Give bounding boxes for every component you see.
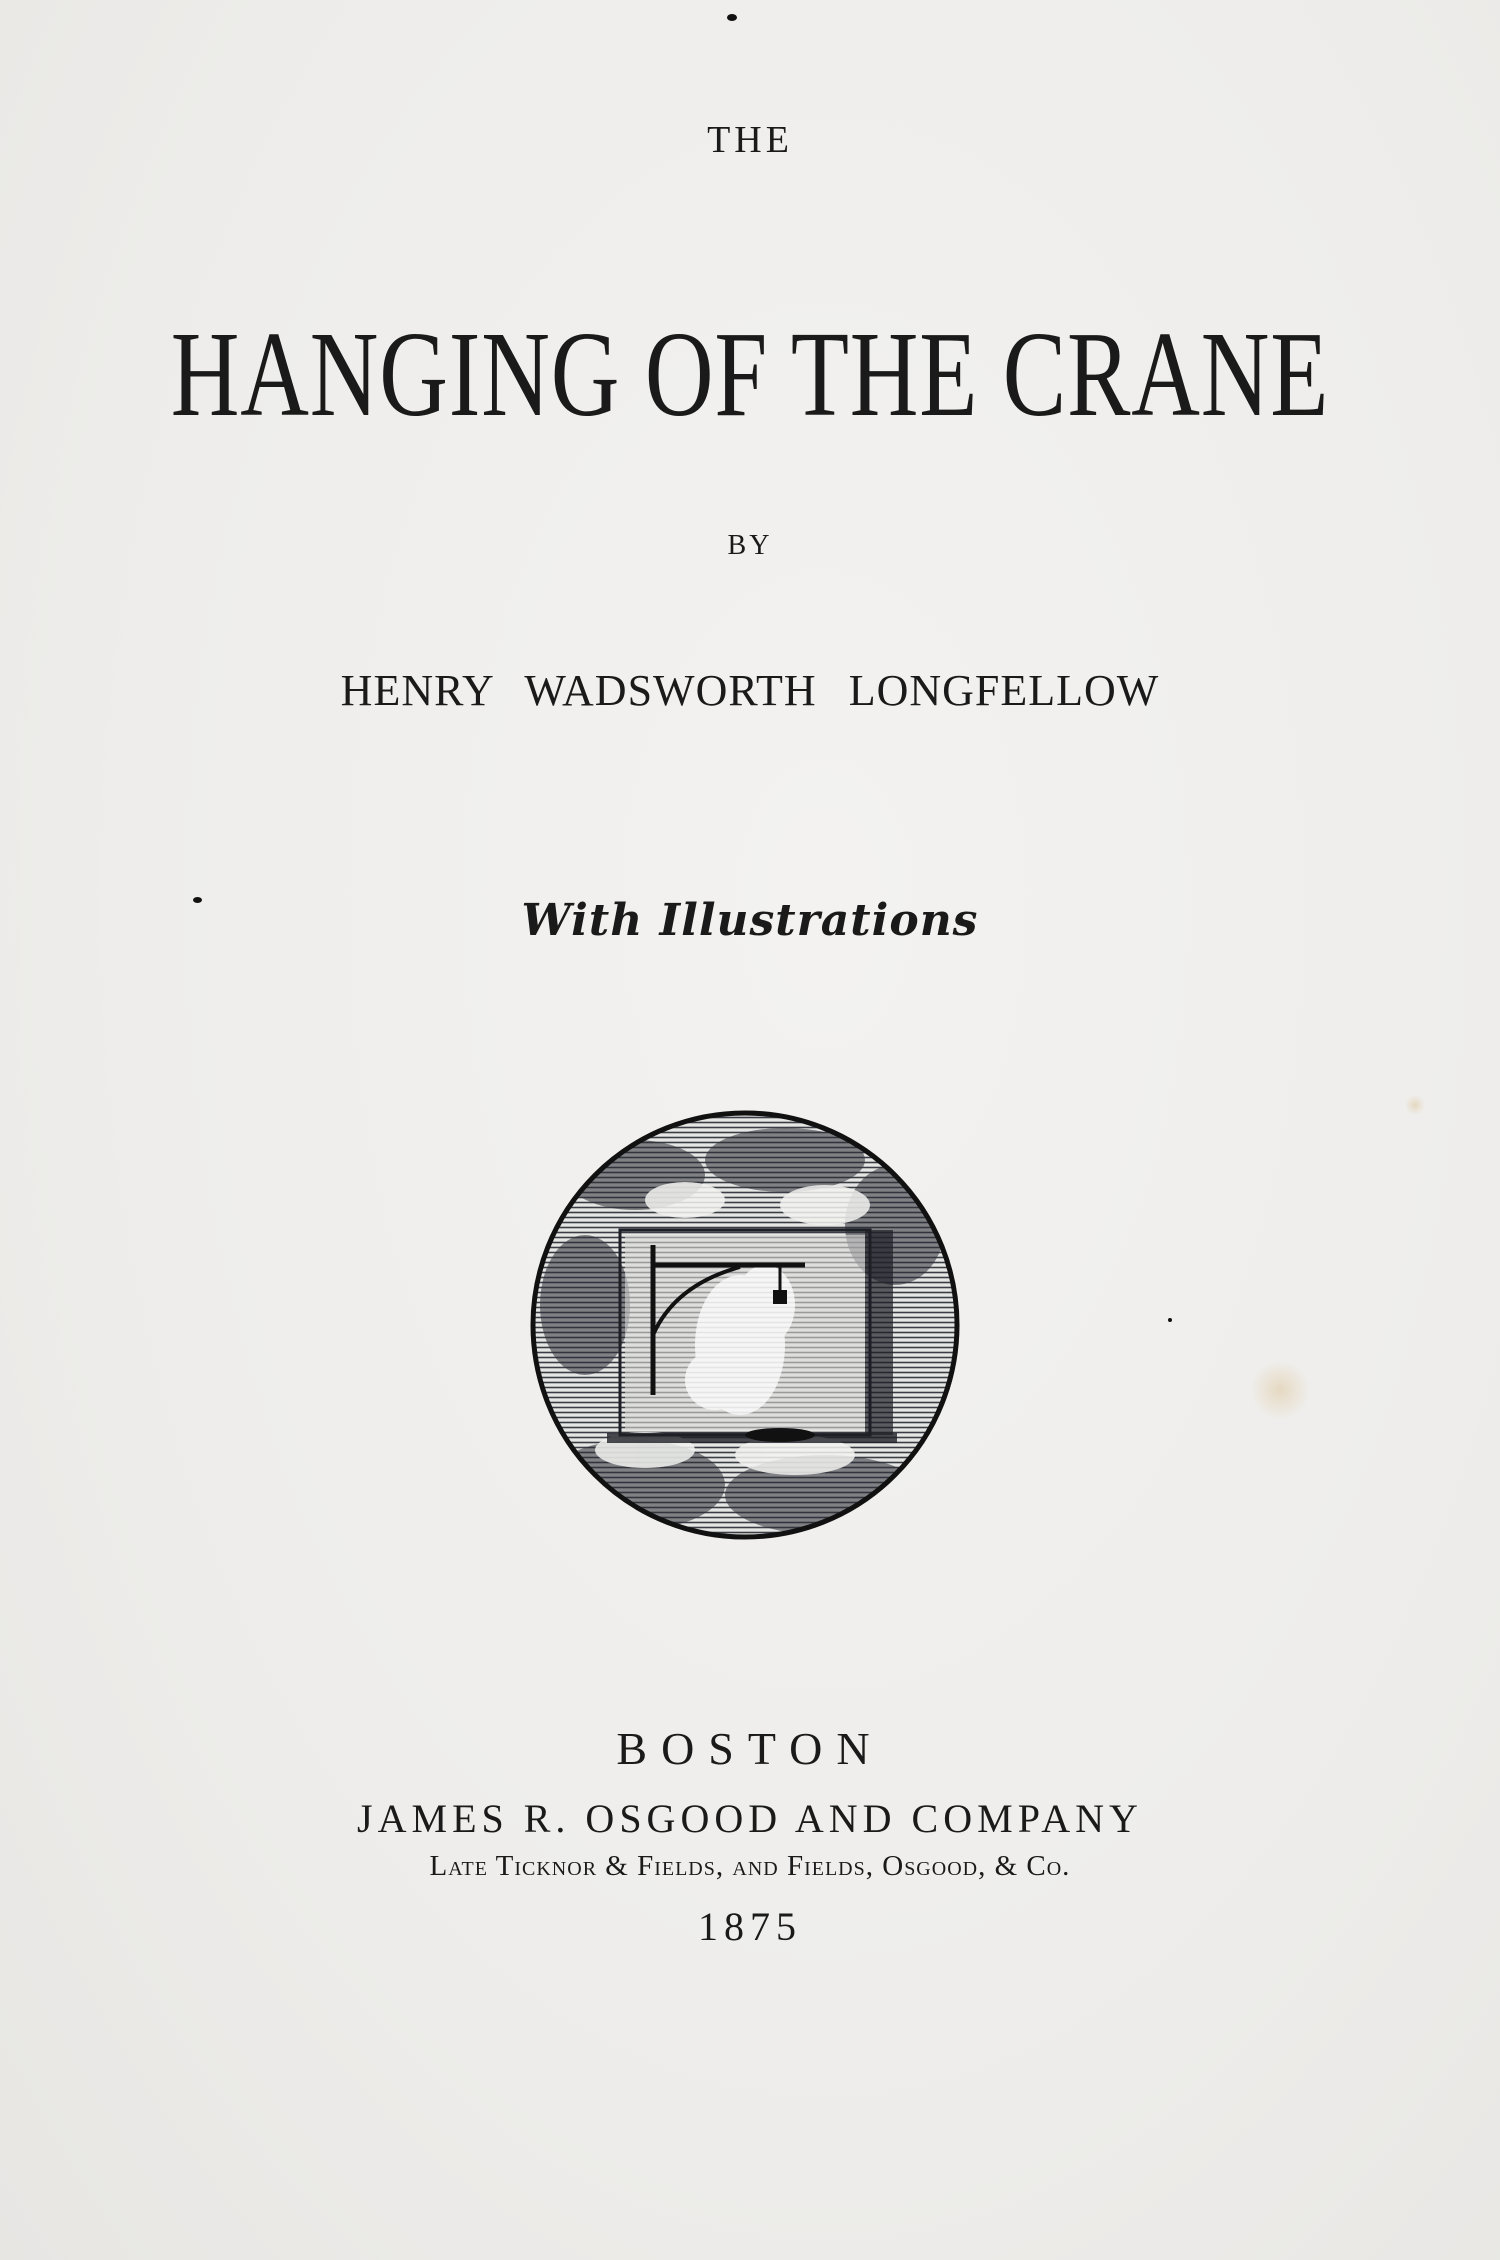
publisher-city: BOSTON — [616, 1723, 884, 1774]
book-title: HANGING OF THE CRANE — [170, 307, 1330, 442]
ink-speck — [727, 14, 737, 21]
foxing-stain — [1250, 1360, 1310, 1420]
foxing-stain — [1405, 1095, 1425, 1115]
publication-year: 1875 — [698, 1904, 802, 1949]
illustrations-note: With Illustrations — [521, 895, 979, 946]
publisher-name: JAMES R. OSGOOD AND COMPANY — [357, 1796, 1143, 1841]
author-name: HENRY WADSWORTH LONGFELLOW — [340, 666, 1160, 715]
ink-speck — [1168, 1318, 1172, 1322]
title-article: THE — [707, 119, 793, 161]
fireplace-crane-engraving-icon — [525, 1105, 965, 1545]
former-publisher-note: Late Ticknor & Fields, and Fields, Osgood, & Co. — [429, 1850, 1071, 1882]
by-line: BY — [727, 530, 773, 561]
